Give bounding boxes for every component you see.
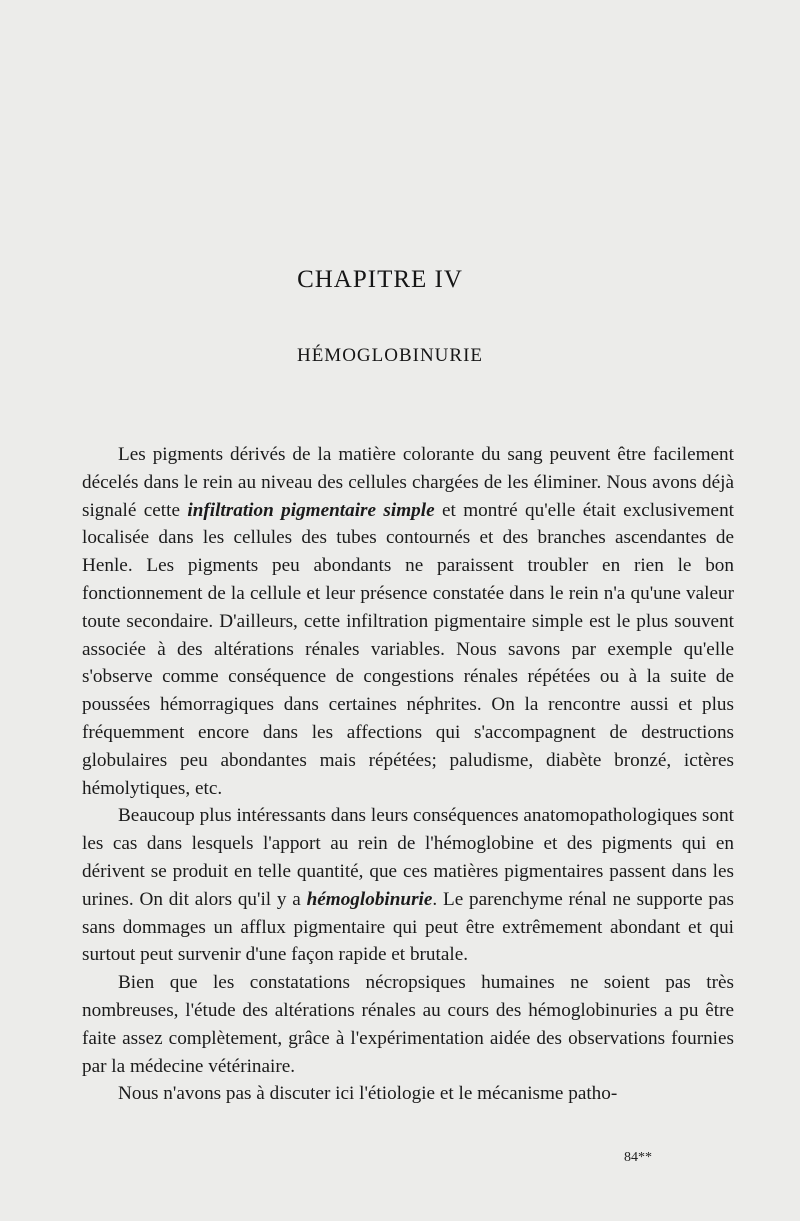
signature-mark: 84** bbox=[624, 1150, 652, 1165]
body-text bbox=[82, 441, 734, 1108]
paragraph: Bien que les constatations nécropsiques humaines ne soient pas très nombreuses, l'étude des altérations rénales au cours des hémoglobinuries a pu être faite assez complètement, grâce à l'expérimentation aidée des observations fournies par la médecine vétérinaire. bbox=[82, 972, 734, 1077]
chapter-title: CHAPITRE IV bbox=[297, 266, 463, 293]
paragraph: Nous n'avons pas à discuter ici l'étiologie et le mécanisme patho- bbox=[118, 1083, 618, 1105]
paragraph: Beaucoup plus intéressants dans leurs conséquences anatomopathologiques sont les cas dans lesquels l'apport au rein de l'hémoglobine et des pigments qui en dérivent se produit en telle quantité, que ces matières pigmentaires passent dans les urines. On dit alors qu'il y a hémoglobinurie. Le parenchyme rénal ne supporte pas sans dommages un afflux pigmentaire qui peut être extrêmement abondant et qui surtout peut survenir d'une façon rapide et brutale. bbox=[82, 805, 735, 966]
paragraph: Les pigments dérivés de la matière colorante du sang peuvent être facilement décelés dans le rein au niveau des cellules chargées de les éliminer. Nous avons déjà signalé cette infiltration pigmentaire simple et montré qu'elle était exclusivement localisée dans les cellules des tubes contournés et des branches ascendantes de Henle. Les pigments peu abondants ne paraissent troubler en rien le bon fonctionnement de la cellule et leur présence constatée dans le rein n'a qu'une valeur toute secondaire. D'ailleurs, cette infiltration pigmentaire simple est le plus souvent associée à des altérations rénales variables. Nous savons par exemple qu'elle s'observe comme conséquence de congestions rénales répétées ou à la suite de poussées hémorragiques dans certaines néphrites. On la rencontre aussi et plus fréquemment encore dans les affections qui s'accompagnent de destructions globulaires peu abondantes mais répétées; paludisme, diabète bronzé, ictères hémolytiques, etc. bbox=[82, 444, 735, 799]
emphasis: infiltration pigmentaire simple bbox=[187, 499, 435, 521]
section-title: HÉMOGLOBINURIE bbox=[296, 345, 484, 366]
emphasis: hémoglobinurie bbox=[306, 888, 433, 910]
